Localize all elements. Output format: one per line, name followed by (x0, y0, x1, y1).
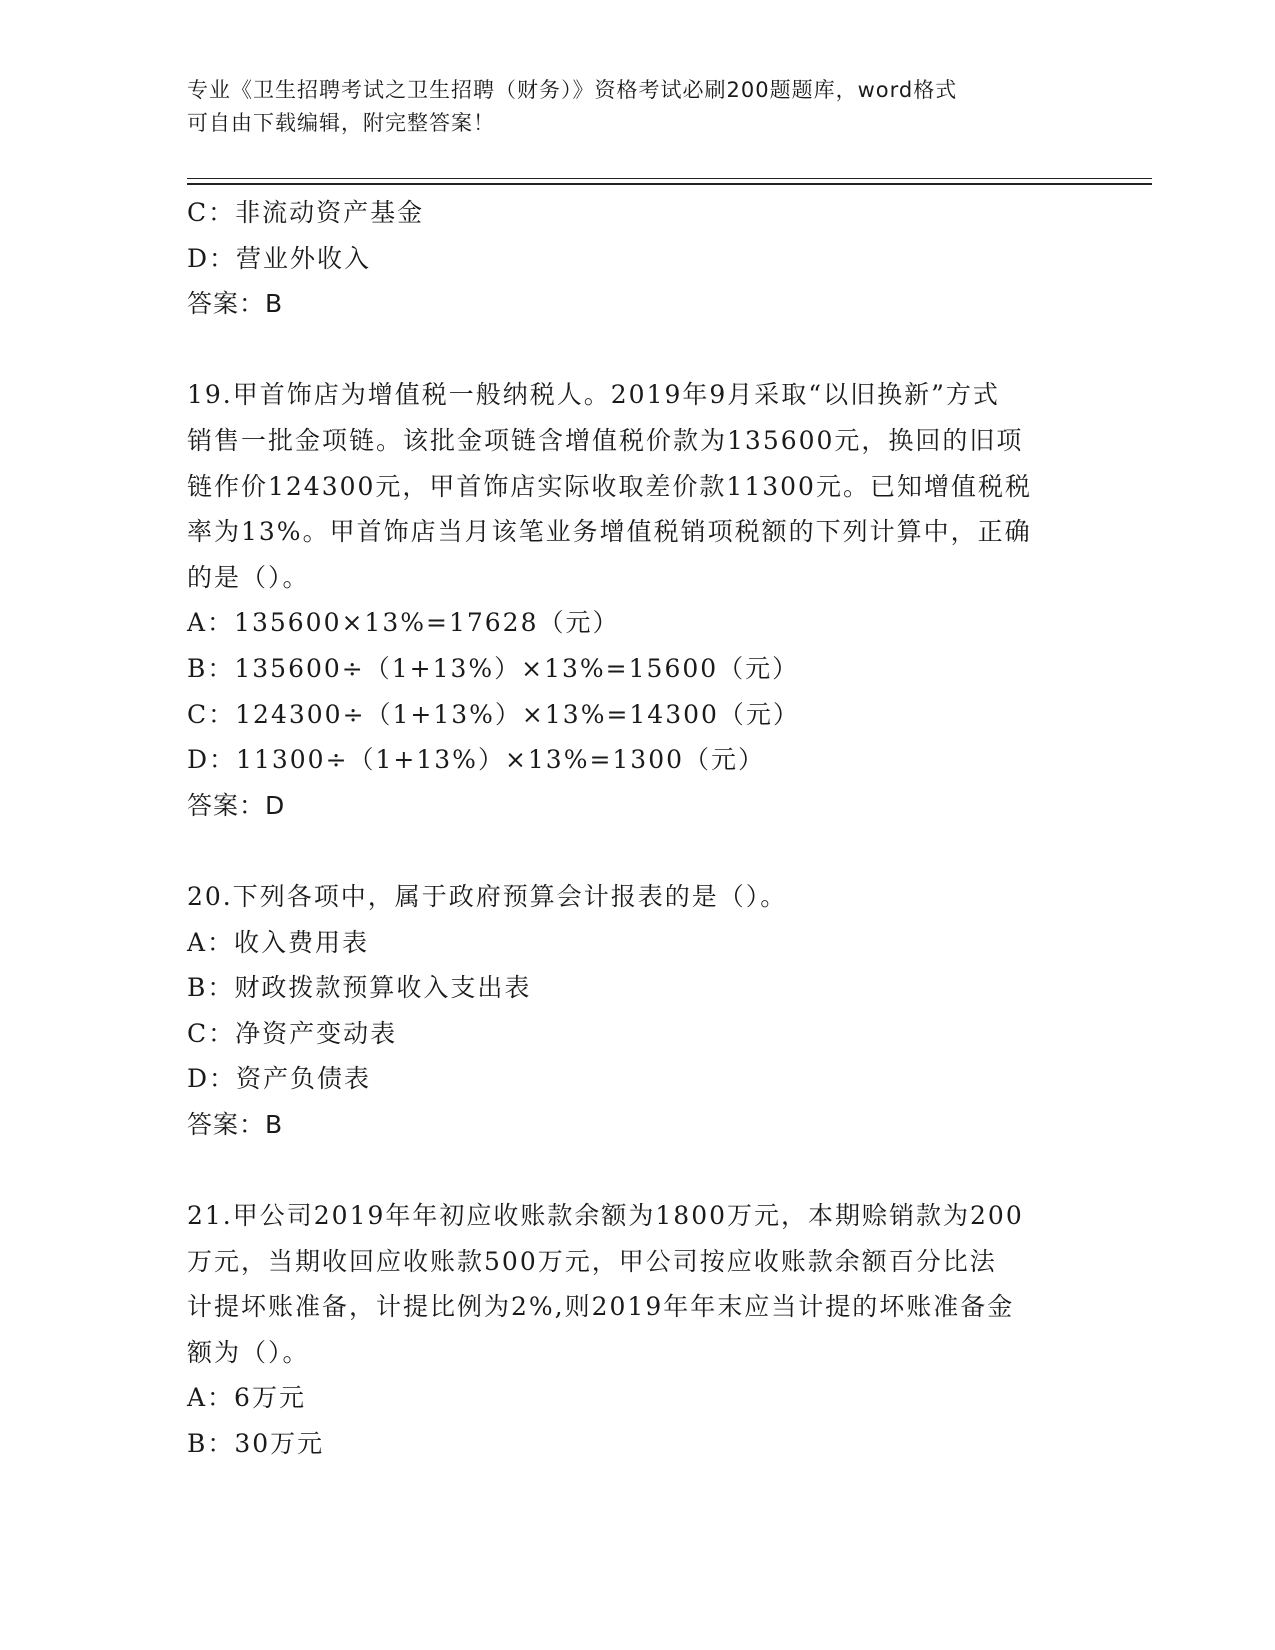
header-divider-thin (187, 178, 1152, 179)
question-stem-line: 额为（）。 (187, 1337, 310, 1367)
header-title-line-2: 可自由下载编辑，附完整答案！ (187, 111, 495, 135)
option-a: A：6万元 (187, 1383, 306, 1413)
question-21 (187, 1193, 1087, 1467)
spacer (187, 828, 1087, 874)
header-title-line-1: 专业《卫生招聘考试之卫生招聘（财务）》资格考试必刷200题题库，word格式 (187, 78, 958, 102)
option-d: D：11300÷（1+13%）×13%=1300（元） (187, 745, 766, 775)
question-content (187, 190, 1087, 1467)
answer-line: 答案：B (187, 1109, 284, 1139)
question-stem-line: 万元，当期收回应收账款500万元，甲公司按应收账款余额百分比法 (187, 1246, 997, 1276)
header-divider-thick (187, 183, 1152, 185)
option-c: C：净资产变动表 (187, 1018, 398, 1048)
question-20 (187, 874, 1087, 1148)
answer-line: 答案：D (187, 790, 286, 820)
option-a: A：收入费用表 (187, 927, 370, 957)
answer-line: 答案：B (187, 289, 284, 319)
option-b: B：财政拨款预算收入支出表 (187, 973, 532, 1003)
question-18-tail (187, 190, 1087, 327)
question-stem-line: 19.甲首饰店为增值税一般纳税人。2019年9月采取“以旧换新”方式 (187, 380, 1000, 410)
question-19 (187, 372, 1087, 828)
question-stem-line: 的是（）。 (187, 562, 310, 592)
question-stem-line: 21.甲公司2019年年初应收账款余额为1800万元，本期赊销款为200 (187, 1201, 1024, 1231)
question-stem-line: 销售一批金项链。该批金项链含增值税价款为135600元，换回的旧项 (187, 425, 1024, 455)
question-stem-line: 率为13%。甲首饰店当月该笔业务增值税销项税额的下列计算中，正确 (187, 517, 1032, 547)
question-stem-line: 链作价124300元，甲首饰店实际收取差价款11300元。已知增值税税 (187, 471, 1032, 501)
question-stem-line: 计提坏账准备，计提比例为2%,则2019年年末应当计提的坏账准备金 (187, 1292, 1015, 1322)
spacer (187, 327, 1087, 373)
option-d: D：资产负债表 (187, 1064, 372, 1094)
option-b: B：135600÷（1+13%）×13%=15600（元） (187, 653, 800, 683)
option-b: B：30万元 (187, 1429, 325, 1459)
option-c: C：非流动资产基金 (187, 198, 425, 227)
option-a: A：135600×13%=17628（元） (187, 608, 620, 638)
question-stem-line: 20.下列各项中，属于政府预算会计报表的是（）。 (187, 881, 788, 911)
document-header (187, 74, 1087, 140)
spacer (187, 1147, 1087, 1193)
option-c: C：124300÷（1+13%）×13%=14300（元） (187, 699, 800, 729)
option-d: D：营业外收入 (187, 243, 372, 273)
